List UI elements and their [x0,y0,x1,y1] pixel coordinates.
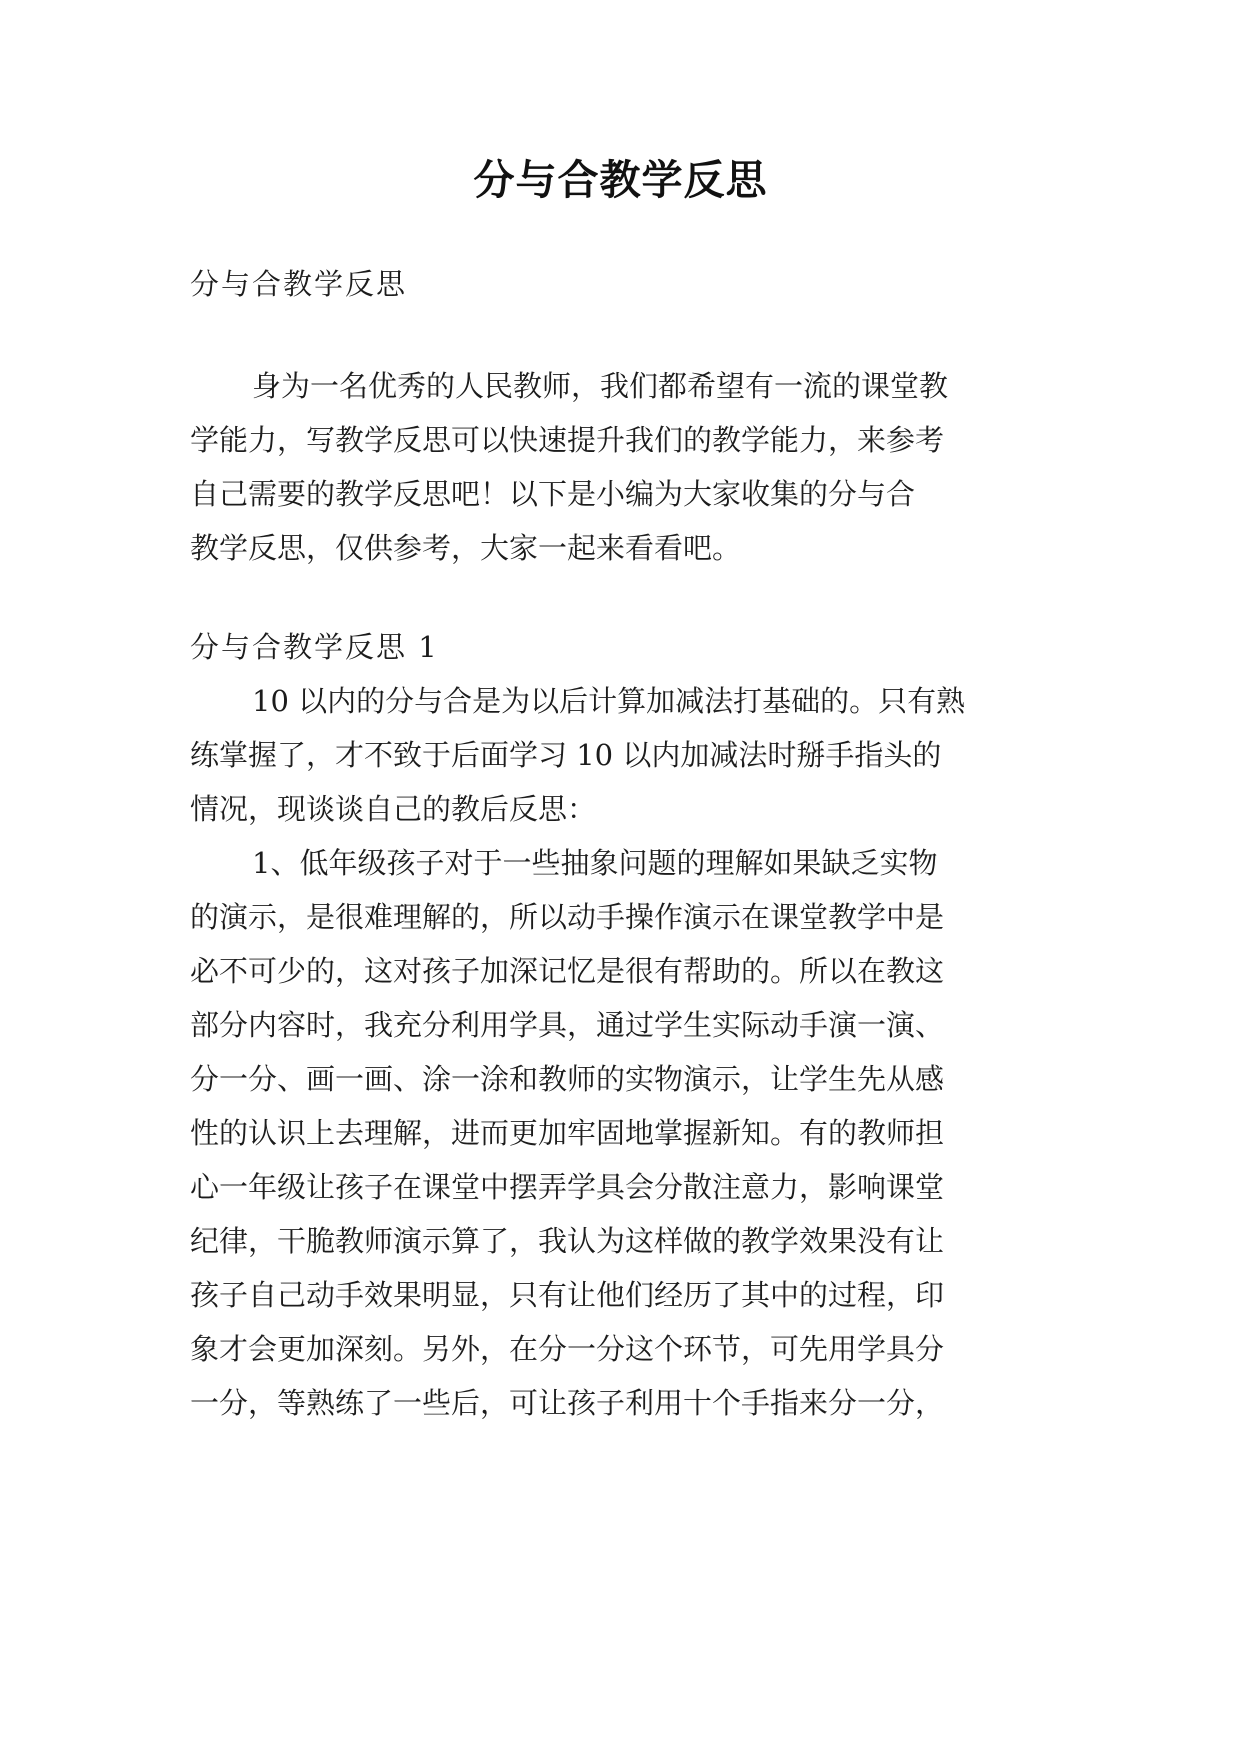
paragraph-line: 性的认识上去理解，进而更加牢固地掌握新知。有的教师担 [190,1116,945,1150]
paragraph-line: 身为一名优秀的人民教师，我们都希望有一流的课堂教 [252,369,949,403]
paragraph-line: 学能力，写教学反思可以快速提升我们的教学能力，来参考 [190,423,945,457]
section-heading: 分与合教学反思 1 [190,630,439,664]
paragraph-line: 纪律，干脆教师演示算了，我认为这样做的教学效果没有让 [190,1224,945,1258]
paragraph-line: 必不可少的，这对孩子加深记忆是很有帮助的。所以在教这 [190,954,945,988]
paragraph-line: 自己需要的教学反思吧！以下是小编为大家收集的分与合 [190,477,916,511]
document-title: 分与合教学反思 [473,156,768,204]
paragraph-line: 情况，现谈谈自己的教后反思： [190,792,597,826]
paragraph-line: 象才会更加深刻。另外，在分一分这个环节，可先用学具分 [190,1332,945,1366]
paragraph-line: 10 以内的分与合是为以后计算加减法打基础的。只有熟 [252,684,966,718]
paragraph-line: 1、低年级孩子对于一些抽象问题的理解如果缺乏实物 [252,846,938,880]
paragraph-line: 教学反思，仅供参考，大家一起来看看吧。 [190,531,742,565]
paragraph-line: 心一年级让孩子在课堂中摆弄学具会分散注意力，影响课堂 [190,1170,945,1204]
paragraph-line: 一分，等熟练了一些后，可让孩子利用十个手指来分一分， [190,1386,945,1420]
paragraph-line: 部分内容时，我充分利用学具，通过学生实际动手演一演、 [190,1008,945,1042]
paragraph-line: 练掌握了，才不致于后面学习 10 以内加减法时掰手指头的 [190,738,942,772]
paragraph-line: 孩子自己动手效果明显，只有让他们经历了其中的过程，印 [190,1278,945,1312]
paragraph-line: 的演示，是很难理解的，所以动手操作演示在课堂教学中是 [190,900,945,934]
paragraph-line: 分一分、画一画、涂一涂和教师的实物演示，让学生先从感 [190,1062,945,1096]
document-subtitle: 分与合教学反思 [190,267,408,301]
